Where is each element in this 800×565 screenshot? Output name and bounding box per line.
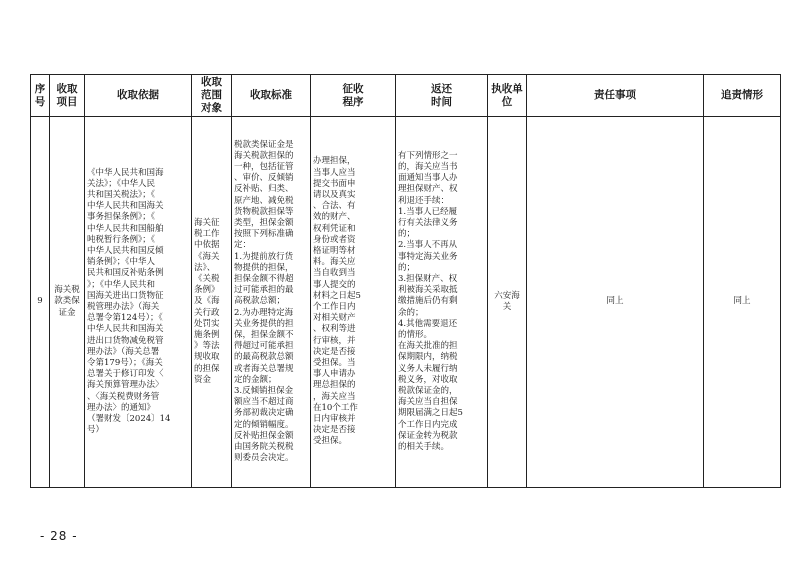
cell-procedure: 办理担保， 当事人应当 提交书面申 请以及真实 、合法、有 效的财产、 权利凭证和 身份或者资 格证明等材 料。海关应 当自收到当 事人提交的 材料之日起5 个工作日内 对相关财产 、权利等进 行审核，并 决定是否接 受担保。当 事人申请办 理总担保的 ，海关应当 在10个工作 日内审核并 决定是否接 受担保。 <box>311 117 396 488</box>
cell-standard: 税款类保证金是 海关税款担保的 一种，包括征管 、审价、反倾销 反补贴、归类、 原产地、减免税 货物税款担保等 类型，担保金额 按照下列标准确 定： 1.为提前放行货 物提供的担保， 担保金额不得超 过可能承担的最 高税款总额； 2.为办理特定海 关业务提供的担 保，担保金额不 得超过可能承担 的最高税款总额 或者海关总署规 定的金额； 3.反倾销担保金 额应当不超过商 务部初裁决定确 定的倾销幅度。 反补贴担保金额 由国务院关税税 则委员会决定。 <box>232 117 311 488</box>
header-unit: 执收单 位 <box>488 75 527 117</box>
page-number: - 28 - <box>40 529 78 543</box>
header-procedure: 征收 程序 <box>311 75 396 117</box>
cell-accountability: 同上 <box>704 117 781 488</box>
header-item: 收取 项目 <box>50 75 85 117</box>
cell-duty: 同上 <box>527 117 704 488</box>
document-page <box>30 74 781 488</box>
cell-unit: 六安海 关 <box>488 117 527 488</box>
cell-seq: 9 <box>31 117 50 488</box>
header-seq: 序 号 <box>31 75 50 117</box>
header-basis: 收取依据 <box>85 75 192 117</box>
header-standard: 收取标准 <box>232 75 311 117</box>
cell-basis: 《中华人民共和国海 关法》；《中华人民 共和国关税法》；《 中华人民共和国海关 事务担保条例》；《 中华人民共和国船舶 吨税暂行条例》；《 中华人民共和国反倾 销条例》；《中华人 民共和国反补贴条例 》；《中华人民共和 国海关进出口货物征 税管理办法》（海关 总署令第124号）；《 中华人民共和国海关 进出口货物减免税管 理办法》（海关总署 令第179号）；《海关 总署关于修订印发〈 海关预算管理办法〉 、〈海关税费财务管 理办法〉的通知》 （署财发〔2024〕14 号） <box>85 117 192 488</box>
table-row <box>31 117 781 488</box>
fee-table <box>30 74 781 488</box>
cell-item: 海关税 款类保 证金 <box>50 117 85 488</box>
header-refund: 返还 时间 <box>396 75 488 117</box>
header-duty: 责任事项 <box>527 75 704 117</box>
table-header-row <box>31 75 781 117</box>
cell-refund: 有下列情形之一 的，海关应当书 面通知当事人办 理担保财产、权 利退还手续： 1.当事人已经履 行有关法律义务 的； 2.当事人不再从 事特定海关业务 的； 3.担保财产、权 利被海关采取抵 缴措施后仍有剩 余的； 4.其他需要退还 的情形。 在海关批准的担 保期限内，纳税 义务人未履行纳 税义务，对收取 税款保证金的， 海关应当自担保 期限届满之日起5 个工作日内完成 保证金转为税款 的相关手续。 <box>396 117 488 488</box>
cell-scope: 海关征 税工作 中依据 《海关 法》、 《关税 条例》 及《海 关行政 处罚实 施条例 》等法 规收取 的担保 资金 <box>192 117 232 488</box>
header-scope: 收取 范围 对象 <box>192 75 232 117</box>
header-accountability: 追责情形 <box>704 75 781 117</box>
